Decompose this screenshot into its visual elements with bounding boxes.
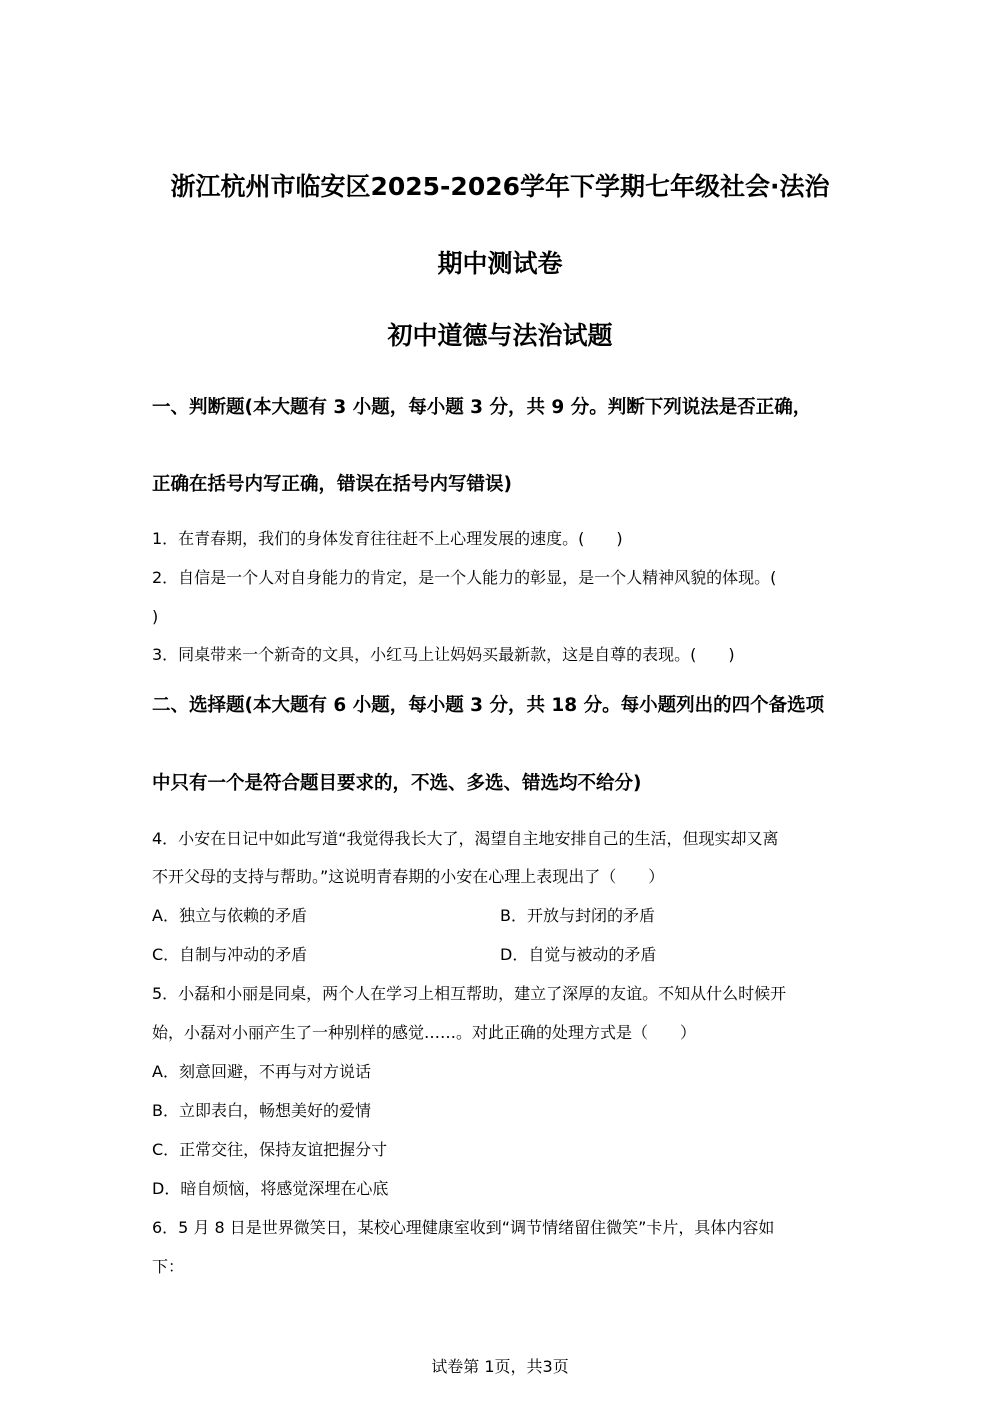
section-1-heading-line-2: 正确在括号内写正确，错误在括号内写错误) xyxy=(152,474,512,495)
question-6-line-1: 6．5 月 8 日是世界微笑日，某校心理健康室收到“调节情绪留住微笑”卡片，具体内容如 xyxy=(152,1218,775,1237)
exam-title-line-2: 期中测试卷 xyxy=(437,249,563,278)
question-5-option-a: A．刻意回避，不再与对方说话 xyxy=(152,1062,371,1081)
question-4-line-1: 4．小安在日记中如此写道“我觉得我长大了，渴望自主地安排自己的生活，但现实却又离 xyxy=(152,829,779,848)
question-5-option-b: B．立即表白，畅想美好的爱情 xyxy=(152,1101,371,1120)
question-1: 1．在青春期，我们的身体发育往往赶不上心理发展的速度。( ) xyxy=(152,529,623,548)
section-2-heading-line-1: 二、选择题(本大题有 6 小题，每小题 3 分，共 18 分。每小题列出的四个备选项 xyxy=(152,695,825,716)
question-2-line-1: 2．自信是一个人对自身能力的肯定，是一个人能力的彰显，是一个人精神风貌的体现。( xyxy=(152,568,777,587)
section-2-heading-line-2: 中只有一个是符合题目要求的，不选、多选、错选均不给分) xyxy=(152,773,642,794)
question-5-line-1: 5．小磊和小丽是同桌，两个人在学习上相互帮助，建立了深厚的友谊。不知从什么时候开 xyxy=(152,984,787,1003)
question-4-option-a: A．独立与依赖的矛盾 xyxy=(152,906,307,925)
question-4-option-d: D．自觉与被动的矛盾 xyxy=(500,945,657,964)
question-5-option-d: D．暗自烦恼，将感觉深埋在心底 xyxy=(152,1179,389,1198)
section-1-heading-line-1: 一、判断题(本大题有 3 小题，每小题 3 分，共 9 分。判断下列说法是否正确， xyxy=(152,397,812,418)
question-6-line-2: 下： xyxy=(152,1257,185,1276)
question-4-line-2: 不开父母的支持与帮助。”这说明青春期的小安在心理上表现出了（ ） xyxy=(152,867,665,886)
question-5-line-2: 始，小磊对小丽产生了一种别样的感觉……。对此正确的处理方式是（ ） xyxy=(152,1023,697,1042)
question-3: 3．同桌带来一个新奇的文具，小红马上让妈妈买最新款，这是自尊的表现。( ) xyxy=(152,645,735,664)
page-number-footer: 试卷第 1页，共3页 xyxy=(431,1357,569,1376)
exam-title-line-1: 浙江杭州市临安区2025-2026学年下学期七年级社会·法治 xyxy=(170,172,830,201)
exam-subtitle: 初中道德与法治试题 xyxy=(387,321,613,350)
question-2-line-2: ) xyxy=(152,607,159,626)
question-4-option-b: B．开放与封闭的矛盾 xyxy=(500,906,655,925)
question-4-option-c: C．自制与冲动的矛盾 xyxy=(152,945,308,964)
question-5-option-c: C．正常交往，保持友谊把握分寸 xyxy=(152,1140,388,1159)
